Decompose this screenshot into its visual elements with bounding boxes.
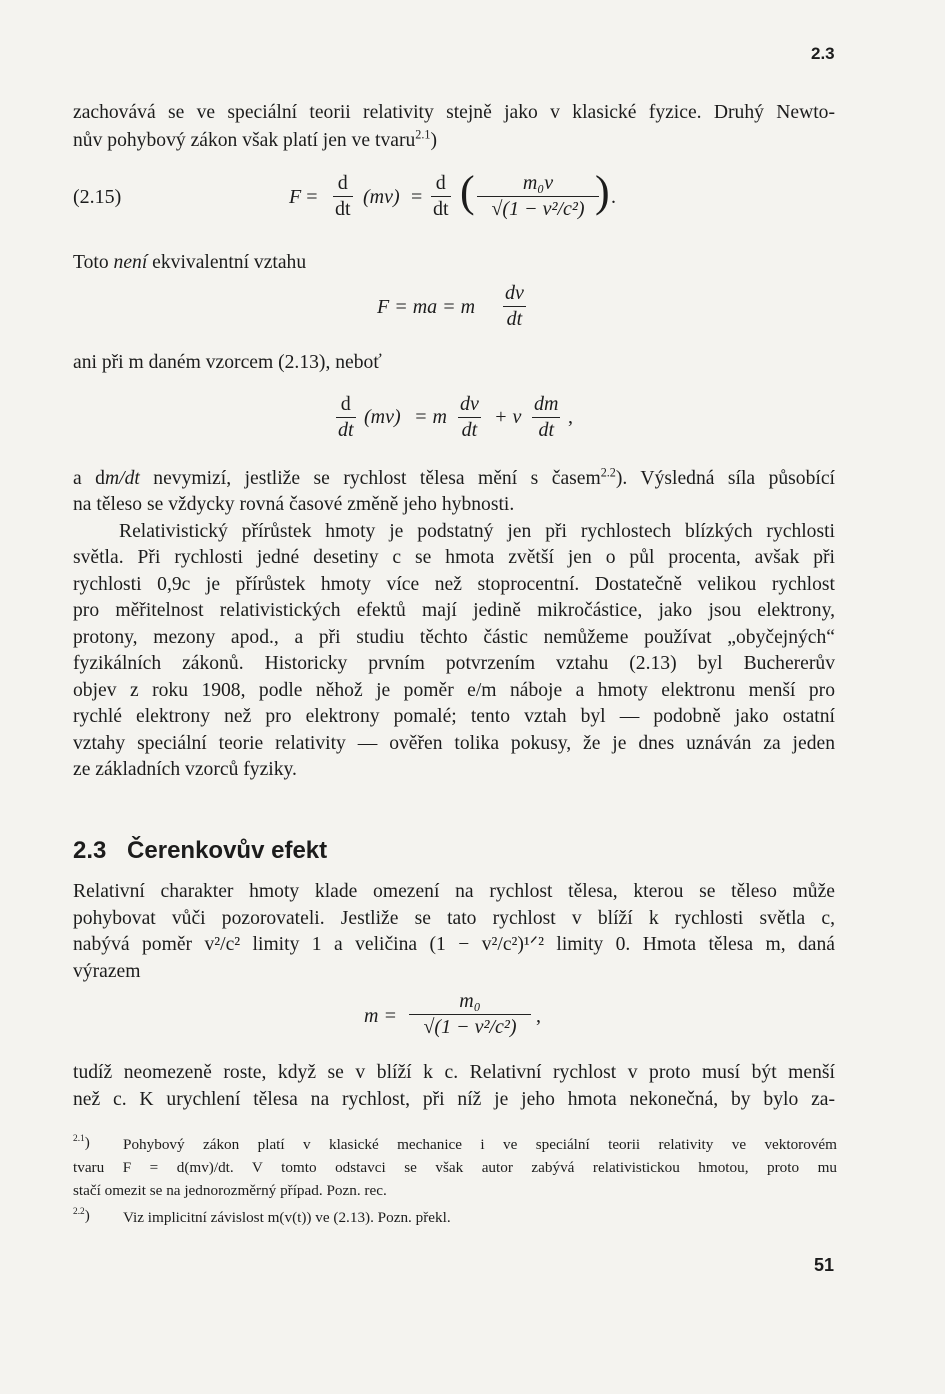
paren-left: ( (460, 167, 475, 216)
text-line: vztahy speciální teorie relativity — ověřen tolika pokusy, že je dnes uznáván za jeden (73, 733, 835, 754)
text-line: rychlé elektrony než pro elektrony pomalé; tento vztah byl — podobně jako ostatní (73, 706, 835, 727)
eq-symbol: = m (414, 406, 447, 428)
text-line: než c. K urychlení tělesa na rychlost, při níž je jeho hmota nekonečná, by bylo za- (73, 1089, 835, 1110)
text-line: pohybovat vůči pozorovateli. Jestliže se tato rychlost v blíží k rychlosti světla c, (73, 908, 835, 929)
section-number: 2.3 (73, 837, 107, 864)
text-line: Relativní charakter hmoty klade omezení na rychlost tělesa, kterou se těleso může (73, 881, 835, 902)
eq-fraction: $\frac{d}{dt}$ (433, 172, 449, 220)
eq-fraction: $\frac{dv}{dt}$ (460, 393, 479, 441)
section-title: Čerenkovův efekt (127, 837, 328, 864)
eq-symbol: (mv) (364, 406, 401, 428)
eq-fraction: $\frac{dv}{dt}$ (505, 282, 524, 330)
text-line: nabývá poměr v²/c² limity 1 a veličina (1 − v²/c²)¹ᐟ² limity 0. Hmota tělesa m, daná (73, 934, 835, 955)
text-line: nův pohybový zákon však platí jen ve tvaru$^{2.1}$) (73, 127, 437, 151)
eq-symbol: . (611, 186, 616, 208)
text-line: fyzikálních zákonů. Historicky prvním potvrzením vztahu (2.13) byl Buchererův (73, 653, 835, 674)
text-line: Toto není ekvivalentní vztahu (73, 252, 307, 273)
eq-symbol: = (411, 186, 423, 208)
text-line: na těleso se vždycky rovná časové změně jeho hybnosti. (73, 494, 515, 515)
eq-symbol: , (568, 406, 573, 428)
text-line: protony, mezony apod., a při studiu těchto částic nemůžeme používat „obyčejných“ (73, 627, 835, 648)
page-number: 51 (814, 1255, 835, 1275)
footnote-line: Viz implicitní závislost m(v(t)) ve (2.13). Pozn. překl. (123, 1209, 451, 1226)
footnote-line: stačí omezit se na jednorozměrný případ. Pozn. rec. (73, 1182, 387, 1199)
text-line: pro měřitelnost relativistických efektů mají jedině mikročástice, jako jsou elektrony, (73, 600, 835, 621)
paren-right: ) (595, 167, 610, 216)
text-line: tudíž neomezeně roste, když se v blíží k c. Relativní rychlost v proto musí být menší (73, 1062, 835, 1083)
section-heading (73, 837, 327, 865)
text-line: zachovává se ve speciální teorii relativity stejně jako v klasické fyzice. Druhý Newto- (73, 102, 835, 123)
eq-fraction: $\frac{d}{dt}$ (338, 393, 354, 441)
footnote-mark: $^{2.2}$) (73, 1206, 90, 1224)
eq-symbol: + v (494, 406, 522, 428)
eq-symbol: (mv) (363, 186, 400, 208)
eq-fraction: $\frac{\text{m₀v}}{\text{√(1 − v²/c²)}}$ (477, 172, 599, 221)
text-line: výrazem (73, 961, 141, 982)
text-line: ani při m daném vzorcem (2.13), neboť (73, 352, 382, 373)
eq-symbol: m = (364, 1005, 397, 1027)
equation-label: (2.15) (73, 186, 122, 208)
text-line: ze základních vzorců fyziky. (73, 759, 297, 780)
footnote-mark: $^{2.1}$) (73, 1133, 90, 1151)
footnote-line: Pohybový zákon platí v klasické mechanice i ve speciální teorii relativity ve vektorovém (123, 1136, 837, 1153)
text-line: a dm/dt nevymizí, jestliže se rychlost tělesa mění s časem$^{2.2}$). Výsledná síla působící (73, 465, 835, 489)
text-line: Relativistický přírůstek hmoty je podstatný jen při rychlostech blízkých rychlosti (119, 521, 835, 542)
text-line: objev z roku 1908, podle něhož je poměr e/m náboje a hmoty elektronu menší pro (73, 680, 835, 701)
eq-symbol: , (536, 1005, 541, 1027)
eq-symbol: F = (289, 186, 318, 208)
footnote-line: tvaru F = d(mv)/dt. V tomto odstavci se však autor zabývá relativistickou hmotou, proto mu (73, 1159, 837, 1176)
eq-fraction: $\frac{\text{m₀}}{\text{√(1 − v²/c²)}}$ (409, 990, 531, 1039)
running-head: 2.3 (811, 44, 835, 63)
text-line: rychlosti 0,9c je přírůstek hmoty více než stoprocentní. Dostatečně velikou rychlost (73, 574, 835, 595)
text-line: světla. Při rychlosti jedné desetiny c se hmota zvětší jen o půl procenta, avšak při (73, 547, 835, 568)
eq-fraction: $\frac{dm}{dt}$ (534, 393, 559, 441)
eq-symbol: F = ma = m (377, 296, 476, 318)
eq-fraction: $\frac{d}{dt}$ (335, 172, 351, 220)
